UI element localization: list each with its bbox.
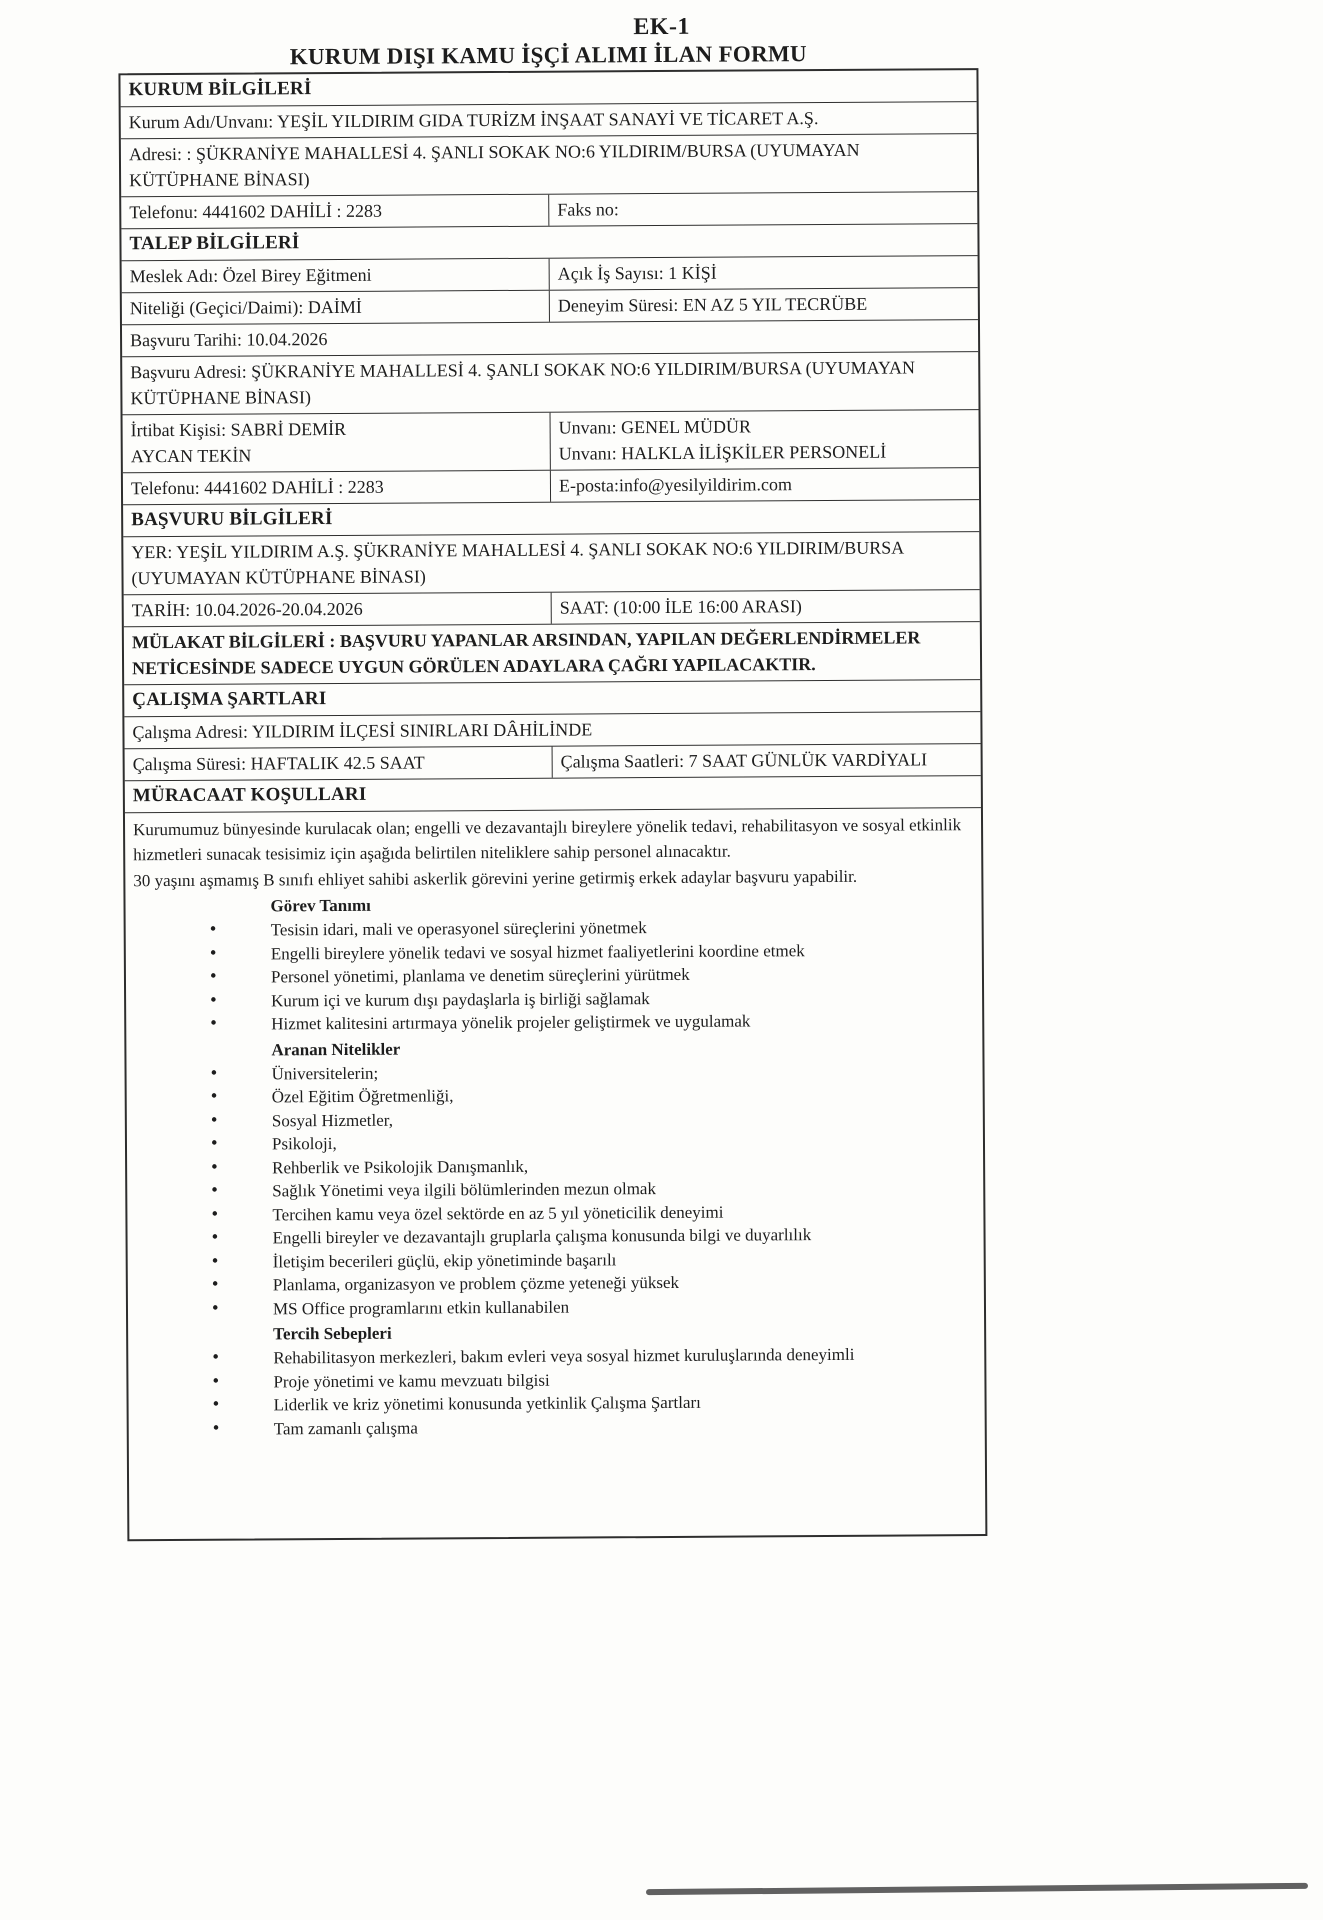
bullet-item: • Sağlık Yönetimi veya ilgili bölümlerinden mezun olmak <box>135 1175 971 1204</box>
row-telefon-eposta <box>123 467 979 504</box>
field-saat: SAAT: (10:00 İLE 16:00 ARASI) <box>559 596 802 618</box>
field-telefonu-2: Telefonu: 4441602 DAHİLİ : 2283 <box>123 471 551 505</box>
bullet-item: • Hizmet kalitesini artırmaya yönelik projeler geliştirmek ve uygulamak <box>134 1008 970 1037</box>
bullet-item: • Kurum içi ve kurum dışı paydaşlarla iş birliği sağlamak <box>134 985 970 1014</box>
field-eposta: E-posta:info@yesilyildirim.com <box>558 474 793 496</box>
field-basvuru-adresi: Başvuru Adresi: ŞÜKRANİYE MAHALLESİ 4. ŞANLI SOKAK NO:6 YILDIRIM/BURSA (UYUMAYAN KÜTÜPHANE BİNASI) <box>122 351 978 414</box>
bullet-item: • Rehabilitasyon merkezleri, bakım evleri veya sosyal hizmet kuruluşlarında deneyimli <box>136 1342 926 1370</box>
unvan-line-1: Unvanı: GENEL MÜDÜR <box>558 416 751 438</box>
field-telefonu: Telefonu: 4441602 DAHİLİ : 2283 <box>121 195 549 229</box>
doc-code: EK-1 <box>633 13 691 41</box>
field-kurum-adi: Kurum Adı/Unvanı: YEŞİL YILDIRIM GIDA TURİZM İNŞAAT SANAYİ VE TİCARET A.Ş. <box>121 101 977 138</box>
field-mulakat-bilgileri: MÜLAKAT BİLGİLERİ : BAŞVURU YAPANLAR ARSINDAN, YAPILAN DEĞERLENDİRMELER NETİCESİNDE SADECE UYGUN GÖRÜLEN ADAYLARA ÇAĞRI YAPILACAKTIR. <box>124 621 980 684</box>
bullet-item: • Tam zamanlı çalışma <box>137 1413 973 1442</box>
aranan-nitelikler-list <box>134 1058 972 1322</box>
tercih-sebepleri-heading: Tercih Sebepleri <box>273 1323 392 1344</box>
row-meslek-acikis <box>122 255 978 292</box>
section-heading-calisma-sartlari: ÇALIŞMA ŞARTLARI <box>124 679 980 716</box>
form-column <box>118 40 987 1541</box>
field-acik-is-sayisi: Açık İş Sayısı: 1 KİŞİ <box>557 262 717 284</box>
bullet-item: • Rehberlik ve Psikolojik Danışmanlık, <box>135 1152 971 1181</box>
field-meslek-adi: Meslek Adı: Özel Birey Eğitmeni <box>122 259 550 293</box>
field-tarih: TARİH: 10.04.2026-20.04.2026 <box>124 593 552 627</box>
conditions-paragraph-1: Kurumumuz bünyesinde kurulacak olan; engelli ve dezavantajlı bireylere yönelik tedavi, rehabilitasyon ve sosyal etkinlik hizmetleri sunacak tesisimiz için aşağıda belirtilen niteliklere sahip personel alınacaktır. <box>133 815 962 865</box>
field-unvanlar <box>551 410 979 470</box>
field-calisma-adresi: Çalışma Adresi: YILDIRIM İLÇESİ SINIRLARI DÂHİLİNDE <box>124 711 980 748</box>
conditions-paragraph-2: 30 yaşını aşmamış B sınıfı ehliyet sahibi askerlik görevini yerine getirmiş erkek adaylar başvuru yapabilir. <box>133 866 858 891</box>
aranan-nitelikler-heading: Aranan Nitelikler <box>271 1039 401 1059</box>
field-calisma-saatleri: Çalışma Saatleri: 7 SAAT GÜNLÜK VARDİYALI <box>560 749 928 772</box>
section-heading-muracaat-kosullari: MÜRACAAT KOŞULLARI <box>125 775 981 812</box>
section-heading-kurum-bilgileri: KURUM BİLGİLERİ <box>128 78 312 101</box>
bullet-item: • Tesisin idari, mali ve operasyonel süreçlerini yönetmek <box>134 914 970 943</box>
field-adresi: Adresi: : ŞÜKRANİYE MAHALLESİ 4. ŞANLI SOKAK NO:6 YILDIRIM/BURSA (UYUMAYAN KÜTÜPHANE BİNASI) <box>121 133 977 196</box>
tercih-sebepleri-list <box>136 1342 973 1441</box>
unvan-line-2: Unvanı: HALKLA İLİŞKİLER PERSONELİ <box>558 441 887 464</box>
field-yer: YER: YEŞİL YILDIRIM A.Ş. ŞÜKRANİYE MAHALLESİ 4. ŞANLI SOKAK NO:6 YILDIRIM/BURSA (UYUMAYAN KÜTÜPHANE BİNASI) <box>123 531 979 594</box>
field-faks-no: Faks no: <box>557 199 619 220</box>
bullet-item: • Engelli bireyler ve dezavantajlı gruplarla çalışma konusunda bilgi ve duyarlılık <box>135 1222 971 1251</box>
bullet-item: • Psikoloji, <box>135 1128 971 1157</box>
bullet-item: • Engelli bireylere yönelik tedavi ve sosyal hizmet faaliyetlerini koordine etmek <box>134 938 970 967</box>
bullet-item: • İletişim becerileri güçlü, ekip yönetiminde başarılı <box>136 1246 972 1275</box>
bullet-item: • Tercihen kamu veya özel sektörde en az 5 yıl yöneticilik deneyimi <box>135 1199 971 1228</box>
gorev-tanimi-list <box>134 914 971 1037</box>
bullet-item: • Sosyal Hizmetler, <box>135 1105 971 1134</box>
form-table <box>118 68 987 1541</box>
row-calisma-suresi-saatleri <box>125 743 981 780</box>
bullet-item: • Proje yönetimi ve kamu mevzuatı bilgisi <box>136 1366 972 1395</box>
field-niteligi: Niteliği (Geçici/Daimi): DAİMİ <box>122 291 550 325</box>
section-heading-talep-bilgileri: TALEP BİLGİLERİ <box>121 223 977 260</box>
bullet-item: • Liderlik ve kriz yönetimi konusunda yetkinlik Çalışma Şartları <box>137 1389 973 1418</box>
page-title: KURUM DIŞI KAMU İŞÇİ ALIMI İLAN FORMU <box>289 41 807 70</box>
gorev-tanimi-heading: Görev Tanımı <box>270 895 371 916</box>
bullet-item: • Özel Eğitim Öğretmenliği, <box>135 1081 971 1110</box>
row-telefon-faks <box>121 191 977 228</box>
scan-artifact-line <box>646 1883 1308 1895</box>
field-irtibat-kisisi <box>123 413 551 473</box>
section-heading-basvuru-bilgileri: BAŞVURU BİLGİLERİ <box>123 499 979 536</box>
field-deneyim-suresi: Deneyim Süresi: EN AZ 5 YIL TECRÜBE <box>557 293 868 316</box>
bullet-item: • Üniversitelerin; <box>134 1058 970 1087</box>
field-calisma-suresi: Çalışma Süresi: HAFTALIK 42.5 SAAT <box>125 747 553 781</box>
bullet-item: • MS Office programlarını etkin kullanabilen <box>136 1293 972 1322</box>
row-nitelik-deneyim <box>122 287 978 324</box>
row-irtibat-unvan <box>123 409 979 472</box>
irtibat-line-1: İrtibat Kişisi: SABRİ DEMİR <box>130 418 347 441</box>
field-basvuru-tarihi: Başvuru Tarihi: 10.04.2026 <box>122 319 978 356</box>
irtibat-line-2: AYCAN TEKİN <box>130 445 252 467</box>
row-tarih-saat <box>124 589 980 626</box>
bullet-item: • Personel yönetimi, planlama ve denetim süreçlerini yürütmek <box>134 961 970 990</box>
bullet-item: • Planlama, organizasyon ve problem çözme yeteneği yüksek <box>136 1269 972 1298</box>
muracaat-content <box>125 807 985 1539</box>
